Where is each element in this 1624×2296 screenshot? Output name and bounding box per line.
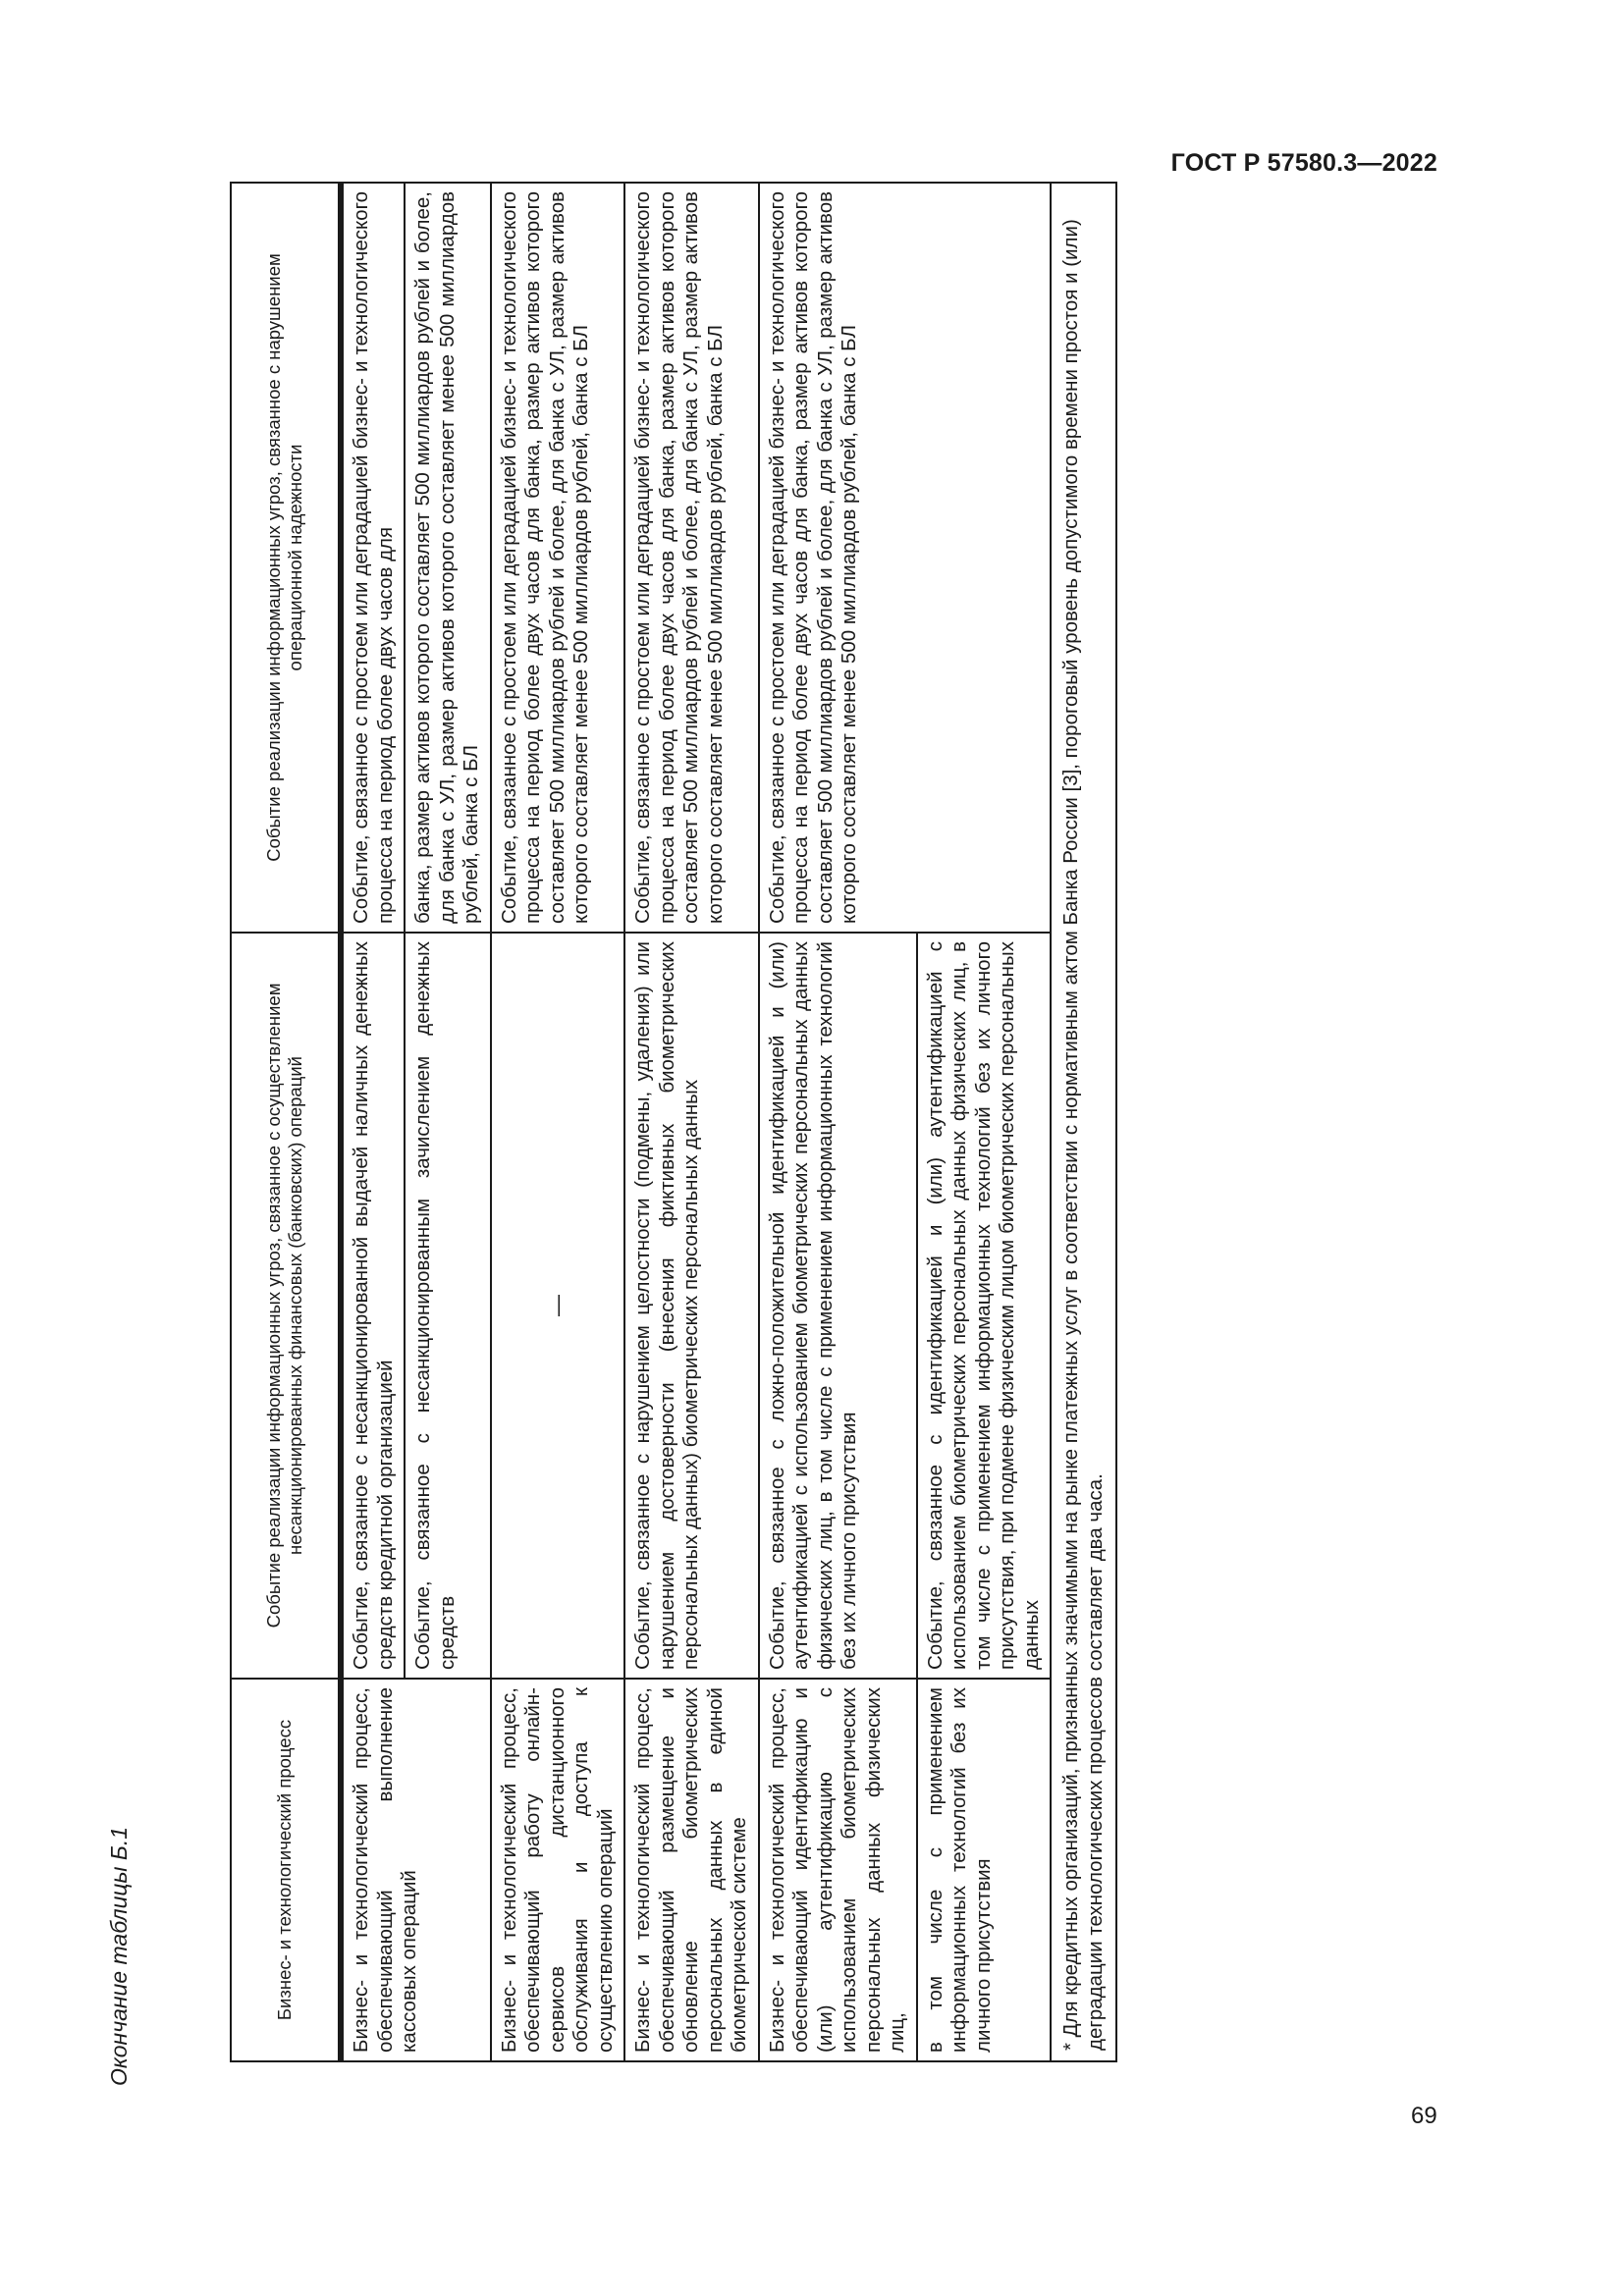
table-row [343, 183, 405, 2061]
financial-event-cell: Событие, связанное с нарушением целостности (подмены, удаления) или нарушением достоверности (внесения фиктивных биометрических персональных данных) биометрических персональных данных [624, 933, 759, 1679]
reliability-event-cell: Событие, связанное с простоем или деградацией бизнес- и технологического процесса на период более двух часов для банка, размер активов которого составляет 500 миллиардов рублей и более, для банка с УЛ, размер активов которого составляет менее 500 миллиардов рублей, банка с БЛ [759, 183, 1052, 933]
table-row [491, 183, 625, 2061]
page-number: 69 [1411, 2103, 1437, 2129]
financial-event-cell: Событие, связанное с несанкционированной выдачей наличных денежных средств кредитной организацией [343, 933, 405, 1679]
reliability-event-cell: Событие, связанное с простоем или деградацией бизнес- и технологического процесса на период более двух часов для банка, размер активов которого составляет 500 миллиардов рублей и более, для банка с УЛ, размер активов которого составляет менее 500 миллиардов рублей, банка с БЛ [491, 183, 625, 933]
table-caption: Окончание таблицы Б.1 [106, 1826, 132, 2086]
threat-events-table [230, 182, 1117, 2062]
table-row [759, 183, 917, 2061]
process-cell: Бизнес- и технологический процесс, обеспечивающий работу онлайн-сервисов дистанционного обслуживания и доступа к осуществлению операций [491, 1679, 625, 2061]
rotated-table-area [106, 172, 1245, 2086]
process-cell: Бизнес- и технологический процесс, обеспечивающий идентификацию и (или) аутентификацию с использованием биометрических персональных данных физических лиц, [759, 1679, 917, 2061]
standard-code: ГОСТ Р 57580.3—2022 [1170, 149, 1437, 177]
financial-event-cell: Событие, связанное с ложно-положительной идентификацией и (или) аутентификацией с использованием биометрических персональных данных физических лиц, в том числе с применением информационных технологий без их личного присутствия [759, 933, 917, 1679]
reliability-event-cell: Событие, связанное с простоем или деградацией бизнес- и технологического процесса на период более двух часов для банка, размер активов которого составляет 500 миллиардов рублей и более, для банка с УЛ, размер активов которого составляет менее 500 миллиардов рублей, банка с БЛ [624, 183, 759, 933]
table-header-row [231, 183, 340, 2061]
header-reliability-event: Событие реализации информационных угроз, связанное с нарушением операционной надежности [231, 183, 340, 933]
financial-event-cell: Событие, связанное с несанкционированным зачислением денежных средств [405, 933, 491, 1679]
footnote-row [1051, 183, 1116, 2061]
reliability-event-cell: банка, размер активов которого составляет 500 миллиардов рублей и более, для банка с УЛ, размер активов которого составляет менее 500 миллиардов рублей, банка с БЛ [405, 183, 491, 933]
header-process: Бизнес- и технологический процесс [231, 1679, 340, 2061]
table-row [624, 183, 759, 2061]
process-cell: Бизнес- и технологический процесс, обеспечивающий размещение и обновление биометрических персональных данных в единой биометрической системе [624, 1679, 759, 2061]
footnote: * Для кредитных организаций, признанных значимыми на рынке платежных услуг в соответствии с нормативным актом Банка России [3], пороговый уровень допустимого времени простоя и (или) деградации технологических процессов составляет два часа. [1051, 183, 1116, 2061]
process-cell: Бизнес- и технологический процесс, обеспечивающий выполнение кассовых операций [343, 1679, 491, 2061]
financial-event-cell: Событие, связанное с идентификацией и (или) аутентификацией с использованием биометрических персональных данных физических лиц, в том числе с применением информационных технологий без их личного присутствия, при подмене физическим лицом биометрических персональных данных [917, 933, 1052, 1679]
header-financial-event: Событие реализации информационных угроз, связанное с осуществлением несанкционированных финансовых (банковских) операций [231, 933, 340, 1679]
reliability-event-cell: Событие, связанное с простоем или деградацией бизнес- и технологического процесса на период более двух часов для [343, 183, 405, 933]
financial-event-cell: — [491, 933, 625, 1679]
process-cell: в том числе с применением информационных технологий без их личного присутствия [917, 1679, 1052, 2061]
